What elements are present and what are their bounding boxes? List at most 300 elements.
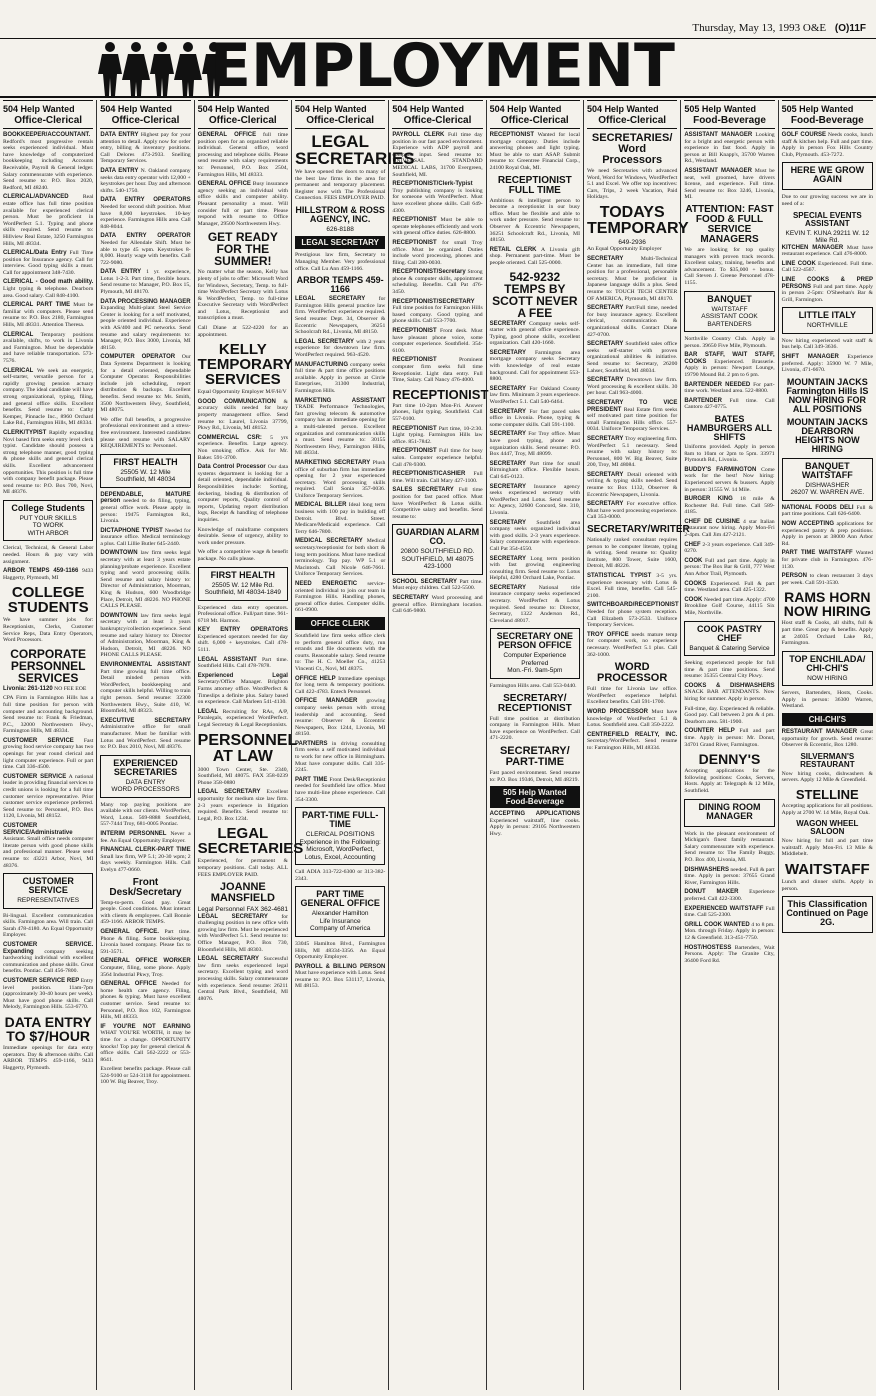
boxed-ad-line: PUT YOUR SKILLS	[19, 514, 77, 522]
ad-lead: CLERICAL - Good math ability.	[3, 279, 94, 286]
ad-body: Strong phone & computer skills, appointment scheduling. Benefits. Call Pat 476-3450.	[392, 269, 483, 296]
classified-ad	[3, 279, 93, 299]
ad-body: 5 yrs experience. Benefits. Large agency. Non smoking office. Ask for Mr. Baker. 591-3700.	[197, 434, 288, 461]
classified-ad	[782, 573, 873, 586]
ad-body: company seeking hardworking individual with excellent communication and phone skills. Great benefits. Pontiac. Call 456-7800.	[3, 948, 94, 975]
ad-body: Highest pay for your attention to detail. Apply now for order entry, billing & inventory positions. Call Delores 473-2933. Snelling Temporary Services.	[100, 132, 191, 165]
classified-ad	[684, 382, 774, 395]
display-ad-heading: CORPORATE PERSONNEL SERVICES	[10, 646, 87, 685]
display-ad-heading: TODAYS TEMPORARY	[587, 203, 689, 237]
ad-lead: STATISTICAL TYPIST	[587, 573, 652, 579]
category-header	[198, 100, 288, 129]
ad-lead: TROY OFFICE	[587, 631, 629, 638]
ad-body: Southfield sales office seeks self-starter with proven organizational abilities & initiative. Send resume to: Secretary, 26200 Lahser, Southfield, MI 48034.	[587, 341, 678, 374]
classified-ad	[3, 823, 93, 869]
classified-ad	[392, 448, 482, 468]
ad-lead: MARKETING ASSISTANT	[295, 397, 386, 404]
classified-ad	[198, 464, 288, 523]
display-ad-heading: RAMS HORN NOW HIRING	[783, 589, 871, 620]
classified-ad	[100, 354, 190, 413]
ad-lead: GENERAL OFFICE	[197, 181, 251, 188]
category-header	[684, 100, 774, 129]
ad-lead: SECRETARY	[587, 256, 624, 263]
ad-body: Entry level position. 11am-7pm (approximately 30-40 hours per week). Must have good phone skills. Call Melody, Farmington Hills. 553-6770.	[3, 978, 94, 1011]
boxed-ad-line: NORTHVILLE	[806, 322, 848, 330]
ad-body: Front desk. Must have pleasant phone voice, some computer experience. Southfield. 354-6100.	[392, 328, 483, 354]
classified-ad	[684, 352, 774, 378]
ad-body: Experience preferred. Call 422-3300.	[684, 889, 775, 902]
ad-body: Full time for Livonia law office. WordPerfect experience helpful. Excellent benefits. Call 591-1700.	[587, 686, 678, 706]
classified-ad	[782, 194, 873, 207]
classified-ad	[295, 633, 385, 673]
ad-body: for Farmington Hills general practice law firm. WordPerfect experience required. Send resume: Dept. 34, Observer & Eccentric Newspapers, 36251 Schoolcraft Rd., Livonia, MI 48150.	[295, 296, 386, 336]
ad-lead: SWITCHBOARD/RECEPTIONIST	[587, 602, 679, 609]
classified-ad	[392, 240, 482, 266]
ad-body: Downtown law firm. Word processing & excellent skills. 30 per hour. Call 963-4000.	[587, 377, 678, 397]
display-ad-heading: BATES HAMBURGERS ALL SHIFTS	[686, 413, 773, 442]
ad-lead: BAR STAFF, WAIT STAFF, COOKS	[684, 352, 775, 365]
ad-lead: PERSON	[781, 573, 807, 580]
boxed-ad-title: COOK PASTRY CHEF	[696, 623, 762, 643]
classified-ad	[392, 426, 482, 446]
category-number: 504 Help Wanted	[587, 104, 659, 114]
classified-ad	[295, 398, 385, 457]
display-ad-heading: DENNY'S	[698, 751, 761, 768]
column-2	[97, 100, 194, 1390]
display-ad-heading: ATTENTION: FAST FOOD & FULL SERVICE MANAGERS	[685, 203, 774, 245]
ad-lead: CLERICAL PART TIME	[3, 302, 71, 309]
column-9	[779, 100, 876, 1390]
classified-ad	[782, 771, 873, 784]
classified-ad	[782, 550, 873, 570]
ad-lead: SECRETARY	[587, 305, 624, 312]
ad-body: Now hiring cooks, dishwashers & servers. Apply 12 Mile & Greenfield.	[781, 770, 873, 784]
ad-body: needs mature temp for computer work, no experience necessary. WordPerfect 5.1 plus. Call 362-1000.	[587, 631, 678, 658]
classified-ad	[198, 956, 288, 1002]
display-ad-heading: 542-9232 TEMPS BY SCOTT NEVER A FEE	[492, 269, 578, 320]
ad-body: WHAT YOU'RE WORTH, it may be time for a change. OPPORTUNITY knocks! Top pay for general clerical & office skills. Call 562-2222 or 553-8641.	[100, 1030, 191, 1063]
ad-body: Ambitious & intelligent person to become a receptionist in our busy office. Must be flexible and able to work under pressure. Send resume to: Observer & Eccentric Newspapers, 36251 Schoolcraft Rd., Livonia, MI 48150.	[489, 197, 580, 244]
classified-ad	[684, 558, 774, 578]
ad-lead: COOK	[684, 557, 703, 564]
ad-body: Busy insurance agency seeking an individual with office skills and computer ability. Pleasant personality a must. Will consider full or part time. Please respond with resume to Office Manager, 29500 Northwestern Hwy.	[197, 181, 288, 227]
display-ad-heading: JOANNE MANSFIELD	[210, 881, 275, 905]
ad-lead: LEGAL SECRETARY	[197, 956, 260, 963]
display-ad-heading: MOUNTAIN JACKS DEARBORN HEIGHTS NOW HIRING	[786, 416, 868, 454]
classified-ad	[587, 377, 677, 397]
classified-ad	[587, 686, 677, 706]
display-ad-heading: WORD PROCESSOR	[597, 661, 668, 685]
display-ad-heading: LEGAL SECRETARIES	[197, 825, 304, 858]
ad-body: Wanted for private club in Farmington. 476-1130.	[781, 550, 873, 570]
ad-lead: SECRETARY	[587, 471, 624, 478]
ad-lead: SECRETARY	[489, 483, 526, 490]
ad-lead: KEY ENTRY OPERATORS	[197, 627, 288, 634]
boxed-ad-line: Life Insurance	[319, 917, 361, 925]
boxed-ad	[295, 886, 385, 937]
classified-ad	[684, 336, 774, 349]
category-name: Office-Clerical	[111, 115, 180, 126]
classified-ad	[490, 431, 580, 457]
ad-body: Immediate openings for long term & temporary positions. Call 422-4783. Entech Personnel.	[295, 675, 386, 695]
category-number: 504 Help Wanted	[295, 104, 367, 114]
reverse-banner: OFFICE CLERK	[295, 617, 385, 630]
ad-body: Wanted for local mortgage company. Duties include answering phones and light typing. Must be able to start ASAP. Submit resume to: Greentree Financial Corp., 24100 Royal Oak, MI.	[489, 132, 580, 171]
classified-ad	[100, 900, 190, 926]
ad-lead: SECRETARY	[489, 385, 526, 392]
classified-ad	[100, 1024, 190, 1064]
ad-body: Word processing and general office. Birmingham location. Call 646-9800.	[392, 594, 483, 615]
classified-ad	[198, 399, 288, 432]
ad-body: Great opportunity for growth. Send resume: Observer & Eccentric, Box 1280.	[781, 728, 873, 749]
boxed-ad-line: Computer Experience Preferred	[503, 652, 567, 667]
ad-body: We have summer jobs for: Receptionists, Clerks, Customer Service Reps, Data Entry Operators, Word Processors.	[3, 617, 94, 644]
display-ad-heading: SPECIAL EVENTS ASSISTANT	[792, 210, 862, 228]
boxed-ad-line: CLERICAL POSITIONS	[305, 831, 375, 839]
boxed-ad-line: WITH ARBOR	[27, 529, 69, 537]
classified-ad	[295, 777, 385, 803]
classified-ad	[490, 132, 580, 172]
ad-body: Work in the pleasant environment of Michigan's finest family restaurant. Salary commensurate with experience. Send resume to: The Family Buggy, P.O. Box 400, Livonia, MI.	[684, 830, 775, 863]
boxed-ad-title: TOP ENCHILADA/ CHI-CHI'S	[789, 653, 866, 673]
classified-ad	[198, 605, 288, 625]
ad-lead: HOST/HOSTESS	[684, 944, 732, 951]
ad-lead: LEGAL SECRETARY	[197, 789, 261, 796]
ad-lead: SECRETARY	[587, 377, 624, 384]
classified-ad	[198, 527, 288, 547]
ad-body: Full time position at distribution company in Farmington Hills. Must have experience on WordPerfect. Call 471-2220.	[489, 715, 580, 742]
ad-body: Bi-lingual. Excellent communication skills. Farmington area. Will train. Call Sarah 478-4180. An Equal Opportunity Employer.	[3, 912, 94, 939]
ad-body: Call Diane at 522-4220 for an appointment.	[197, 325, 288, 338]
classified-ad	[684, 906, 774, 919]
reverse-banner: LEGAL SECRETARY	[295, 236, 385, 249]
ad-body: Clerical, Technical, & General Labor needed. Hours & pay vary with assignment.	[3, 545, 94, 565]
ad-body: 1 yr. experience, Lotus 1-2-3. Part time, flexible hours. Send resume to: Manager, P.O. Box 15, Plymouth, MI 48170.	[100, 269, 191, 296]
ad-lead: SHIFT MANAGER	[781, 354, 839, 360]
ad-lead: EXPERIENCED WAITSTAFF	[684, 905, 764, 912]
ad-lead: LEGAL SECRETARY	[295, 338, 354, 345]
ad-body: We have opened the doors to many of the best law firms in the area for permanent and temporary placement. Register now with The Professional Connection. FEES EMPLOYER PAID.	[295, 169, 386, 202]
classified-ad	[198, 132, 288, 178]
ad-body: Seeking experienced people for full time & part time positions. Send resume: 35355 Central City Pkwy.	[684, 660, 775, 680]
column-4	[292, 100, 415, 1390]
ad-body: Looking for a bright and energetic person with experience in fast food. Apply in person at Bill Knapp's, 35700 Warren Rd., Westland.	[684, 132, 775, 165]
display-ad-heading: STELLINE	[795, 786, 859, 802]
ad-body: Full and part time. Apply in person: The Box Bar & Grill, 777 West Ann Arbor Trail, Plymouth.	[684, 557, 775, 578]
classified-ad	[100, 417, 190, 450]
ad-body: Must have restaurant experience. Call 476-8000.	[781, 244, 873, 258]
ad-body: Temp-to-perm. Good pay. Great people. Good conditions. Must interact with clients & employees. Call Bonnie 459-1166. ARBOR TEMPS.	[100, 899, 191, 926]
classified-ad	[100, 613, 190, 659]
boxed-ad-line: NOW HIRING	[807, 674, 848, 682]
classified-ad	[3, 738, 93, 771]
ad-body: For part-time work. Westland area. 522-8800.	[684, 381, 775, 395]
ad-body: Secretary/Office Manager. Brighton Farms attorney office. WordPerfect & Timeslips a definite plus. Salary based on experience. Call Marleen 541-4130.	[197, 679, 288, 706]
ad-body: Front Desk/Receptionist needed for Southfield law office. Must have multi-line phone experience. Call 354-3300.	[295, 776, 386, 803]
ad-body: TRADE Performance Technologies, fast growing telecom & automotive company has an immediate opening for a multi-talented person. Excellent organization and communication skills a must. Send resume to: 30155 Northwestern Hwy, Farmington Hills, MI 48334.	[295, 404, 386, 457]
category-name: Office-Clerical	[500, 115, 569, 126]
ad-body: for small Troy office. Must be organized. Duties include word processing, phones and filing. Call 280-0030.	[392, 239, 483, 266]
boxed-ad-line: Mon.-Fri. 9am-5pm	[507, 667, 563, 675]
classified-ad	[490, 683, 580, 690]
category-header	[3, 100, 93, 129]
page-title: EMPLOYMENT	[210, 31, 675, 101]
classified-ad	[295, 581, 385, 614]
classified-ad	[684, 542, 774, 555]
classified-ad	[587, 305, 677, 338]
ad-body: 9433 Haggerty, Plymouth, MI	[3, 568, 94, 581]
ad-body: law firm seeks legal secretary with at least 3 years estate planning/probate experience. Excellent typing and word processing skills. Send resume and salary history to: Director of Administration, Moorman, King & Hudson, 600 Woodbridge Place, Detroit, MI 48226. NO PHONE CALLS PLEASE.	[100, 550, 191, 610]
boxed-ad	[100, 755, 190, 798]
classified-ad	[198, 549, 288, 562]
classified-ad	[100, 197, 190, 230]
ad-body: Must have experience with Lotus. Send resume to: P.O. Box 531117, Livonia, MI 48153.	[295, 970, 386, 990]
ad-lead: SECRETARY	[489, 519, 526, 526]
ad-lead: PARTNERS	[295, 740, 328, 747]
masthead	[0, 0, 876, 104]
display-ad-heading: HILLSTROM & ROSS AGENCY, INC.	[295, 204, 385, 224]
classified-ad	[782, 277, 873, 303]
classified-ad	[684, 660, 774, 680]
classified-ad	[587, 573, 677, 599]
ad-body: Our data systems department is looking for a detail oriented, dependable individual. Responsibilities include: Sorting, deckering, binding & distribution of computer reports, Quality control of reports, Updating report distribution logs, Receipt & handling of telephone inquiries.	[197, 464, 288, 523]
classified-ad	[587, 256, 677, 302]
ad-subline: KEVIN T. KUNA 29211 W. 12 Mile Rd.	[785, 229, 870, 245]
ad-body: N. Oakland company seeks data entry operator with 12,000 + keystrokes per hour. Day and afternoon shifts. 540-1750.	[100, 167, 191, 194]
classified-ad	[295, 869, 385, 882]
boxed-ad	[198, 567, 288, 601]
classified-ad	[100, 662, 190, 715]
column-1	[0, 100, 97, 1390]
classified-ad	[100, 550, 190, 609]
ad-lead: SECRETARY	[489, 460, 526, 467]
classified-ad	[684, 398, 774, 411]
boxed-ad-line: TO WORK	[32, 522, 64, 530]
ad-body: Part time. Southfield Hills. Call 478-7878.	[197, 656, 288, 670]
ad-subline: 649-2936	[618, 238, 646, 246]
classified-ad	[3, 302, 93, 328]
column-6	[487, 100, 584, 1390]
ad-lead: RECEPTIONIST	[392, 448, 437, 455]
ad-body: Ideal long term business with 100 pay in building off Detroit. Blvd. Street. Medicare/Medicaid experience. Call Terry 646-7800.	[295, 502, 386, 535]
classified-ad	[782, 690, 873, 710]
ad-body: Computer, filing, some phone. Apply 3564 Industrial Pkwy, Troy.	[100, 964, 191, 978]
masthead-rule-bottom	[0, 96, 876, 98]
ad-body: Redford's most progressive rentals seeks experienced individual. Must have knowledge of computerized bookkeeping including Accounts Receivable, Payroll & General ledger. Salary commensurate with experience. Send resume to: P.O. Box 2020, Redford, MI 48240.	[3, 138, 94, 191]
ad-lead: CUSTOMER SERVICE. Expanding	[3, 942, 94, 955]
ad-lead: GOLF COURSE	[781, 132, 827, 138]
ad-lead: DATA ENTRY	[100, 269, 142, 276]
boxed-ad-title: BANQUET	[707, 293, 752, 304]
display-ad-heading: RECEPTIONIST	[392, 386, 489, 402]
ad-lead: PAYROLL & BILLING PERSON	[295, 963, 386, 970]
ad-body: Multi-Technical Center has an immediate, full time position for a professional, personable secretary. Must be proficient in Japanese language skills a plus. Send resume to: TOUCH TECH CENTER OF AMERICA, Plymouth, MI 48170.	[587, 256, 678, 302]
ad-lead: COOK	[684, 596, 703, 603]
ad-body: Now hiring experienced wait staff & bus help. Call 349-3636.	[781, 337, 873, 351]
ad-lead: GENERAL OFFICE	[197, 132, 257, 138]
ad-body: Full time position for Farmington Hills based company. Good typing and phone skills. Call 553-7700.	[392, 305, 483, 325]
ad-body: Must be able to operate telephones efficiently and work with general office duties. 626-8800.	[392, 217, 483, 237]
ad-body: Part time growing full time office. Detail minded person with WordPerfect, bookkeeping and computer skills helpful. Willing to train right person. Send resume: 32300 Northwestern Hwy., Suite 410, W. Bloomfield, MI 48323.	[100, 668, 191, 715]
classified-ad	[295, 460, 385, 500]
classified-ad	[392, 328, 482, 354]
ad-lead: MEDICAL BILLER	[295, 502, 347, 509]
ad-subline: Legal Personnel FAX 362-4681	[197, 906, 288, 914]
ad-lead: DOWNTOWN	[100, 550, 138, 557]
ad-body: For executive office. Must have word processing experience. Call 353-0000.	[587, 501, 678, 521]
ad-lead: KITCHEN MANAGER	[781, 244, 844, 251]
ad-body: Excellent benefits package. Please call 524-9100 or 524-3118 for appointment. 100 W. Big Beaver, Troy.	[100, 1066, 191, 1086]
ad-lead: DONUT MAKER	[684, 889, 739, 896]
ad-body: SNACK BAR ATTENDANTS. Now hiring for summer. Apply in person.	[684, 689, 775, 703]
classified-ad	[684, 581, 774, 594]
ad-body: Part time. Phone & filing. Some bookkeeping. Livonia based company. Please fax to 591-3571.	[100, 929, 191, 955]
classified-ad	[3, 430, 93, 496]
ad-lead: DOWNTOWN	[100, 612, 138, 619]
ad-body: Assistant. Small office needs computer literate person with good phone skills and professional manner. Please send resume to: 43221 Arbor, Novi, MI 48376.	[3, 836, 94, 869]
ad-body: Prominent computer firm seeks full time Receptionist. Light data entry. Full Time, Salary. Call Nancy 476-4000.	[392, 357, 483, 384]
display-ad-heading: SECRETARY/WRITER	[587, 524, 690, 536]
boxed-ad	[295, 807, 385, 865]
boxed-ad-line: Experience in the Following:	[299, 838, 381, 846]
ad-lead: RECEPTIONIST	[392, 357, 437, 364]
ad-body: Must have knowledge of WordPerfect 5.1 & Lotus. Southfield area. Call 350-2222.	[587, 708, 678, 729]
classified-ad	[295, 362, 385, 395]
ad-body: For Oakland County law firm. Minimum 3 years experience. WordPerfect 5.1. Call 540-6464.	[489, 385, 580, 406]
classified-ad	[782, 354, 873, 374]
boxed-ad	[782, 307, 873, 334]
ad-lead: ASSISTANT MANAGER	[684, 167, 752, 174]
ad-lead: SECRETARY	[489, 555, 526, 562]
classified-ad	[295, 252, 385, 272]
ad-body: Northville Country Club. Apply in person. 39650 Five Mile, Plymouth.	[684, 336, 775, 349]
boxed-ad-title: GUARDIAN ALARM CO.	[395, 527, 480, 547]
classified-ad	[3, 132, 93, 191]
classified-ad	[587, 632, 677, 658]
classified-ad	[198, 435, 288, 461]
ad-body: Equal Opportunity Employer M/F/H/V	[197, 389, 287, 396]
classified-ad	[392, 269, 482, 295]
ad-lead: DATA ENTRY OPERATORS	[100, 197, 191, 204]
boxed-ad-title: BANQUET WAITSTAFF	[801, 460, 853, 480]
classified-ad	[198, 627, 288, 653]
ad-body: Now hiring for full and part time waitstaff. Apply Mon-Fri. 13 Mile & Middlebelt.	[781, 838, 873, 858]
ad-lead: OFFICE MANAGER	[295, 698, 358, 705]
ad-body: 2-3 years experience. Call 349-0270.	[684, 541, 775, 555]
boxed-ad-line: DATA ENTRY	[125, 778, 166, 786]
classified-ad	[490, 386, 580, 406]
classified-ad	[3, 568, 93, 581]
display-ad-heading: SECRETARIES/ Word Processors	[591, 132, 673, 166]
ad-body: Small law firm, WP 5.1; 20-30 wpm; 2 days weekly. Farmington Hills. Call Evelyn 477-0660.	[100, 853, 191, 874]
boxed-ad-title: PART-TIME FULL-TIME	[302, 810, 379, 830]
ad-lead: DICTAPHONE TYPIST	[100, 527, 163, 534]
boxed-ad-line: DISHWASHER	[805, 481, 850, 489]
boxed-ad-title: PART TIME GENERAL OFFICE	[300, 889, 380, 909]
ad-lead: DATA ENTRY OPERATOR	[100, 233, 191, 240]
classified-ad	[100, 1066, 190, 1086]
reverse-banner: CHI-CHI'S	[782, 713, 873, 726]
ad-body: Farmington Hills area. Call 553-0440.	[489, 682, 577, 689]
display-ad-heading: WAGON WHEEL SALOON	[796, 819, 859, 837]
ad-body: Southfield area company seeks organized individual with good skills. 2-3 years experience. Salary commensurate with experience. Call Pat 354-4550.	[489, 519, 580, 552]
ad-subline: 626-8188	[326, 225, 354, 233]
ad-body: Needed for second shift position. Must have 8,000 keystrokes. 10-key experience. Farmington Hills area. Call 848-8044.	[100, 203, 191, 230]
boxed-ad-title: DINING ROOM MANAGER	[698, 801, 761, 821]
ad-lead: ACCEPTING APPLICATIONS	[489, 811, 580, 818]
ad-lead: NOW ACCEPTING	[781, 520, 835, 527]
boxed-ad-line: WORD PROCESSORS	[111, 786, 180, 794]
ad-body: service-oriented individual to join our team in Farmington Hills. Handling phones, general office duties. Computer skills. 661-0900.	[295, 581, 386, 614]
boxed-ad-title: LITTLE ITALY	[798, 310, 857, 321]
ad-lead: LEGAL SECRETARY	[197, 913, 268, 920]
ad-body: Full time. Will train. Call Mary 427-1100.	[392, 471, 483, 484]
boxed-ad-line: 25505 W. 12 Mile	[120, 468, 171, 476]
ad-lead: SECRETARY	[587, 501, 624, 508]
ad-body: Full and part time. Apply in person 2-5pm: O'Sheehan's Bar & Grill, Farmington.	[781, 283, 873, 303]
ad-body: Long term position with fast growing engineering consulting firm. Send resume to: Lotus Helpful, 4280 Orchard Lake, Pontiac.	[489, 555, 580, 582]
classified-ad	[392, 471, 482, 484]
ad-lead: PART TIME	[295, 776, 328, 783]
ad-lead: RECEPTIONIST/SECRETARY	[392, 298, 475, 305]
ad-lead: MEDICAL SECRETARY	[295, 538, 363, 545]
ad-body: for challenging position in new office with growing law firm. Must be experienced with WordPerfect 5.1. Send resume to: Office Manager, P.O. Box 730, Bloomfield Hills, MI 48303.	[197, 913, 288, 953]
ad-body: 33045 Hamilton Blvd., Farmington Hills, MI 48334-3356. An Equal Opportunity Employer.	[295, 940, 386, 961]
boxed-ad	[684, 291, 774, 333]
ad-body: A Livonia gift shop. Permanent part-time. Must be people oriented. Call 525-0000.	[489, 246, 580, 266]
ad-body: Needed for Allendale Shift. Must be able to type 45 wpm. Keystrokes 8-8,000. Hourly wage with benefits. Call 722-9080.	[100, 239, 191, 266]
classified-ad	[100, 981, 190, 1021]
ad-body: Full time. Call Cantoro 427-0775.	[684, 397, 775, 411]
classified-ad	[587, 602, 677, 628]
boxed-ad-title: EXPERIENCED SECRETARIES	[113, 757, 178, 777]
classified-ad	[490, 321, 580, 347]
ad-body: Experienced. Full & part time. Westland area. Call 425-1322.	[684, 580, 775, 594]
boxed-ad-line: Microsoft, WordPerfect, Lotus, Excel, Accounting	[304, 846, 376, 861]
ad-lead: COUNTER HELP	[684, 728, 735, 735]
ad-lead: SECRETARY	[489, 408, 526, 415]
classified-ad	[490, 247, 580, 267]
category-header	[587, 100, 677, 129]
boxed-ad-title: College Students	[11, 502, 85, 513]
ad-body: applications for experienced pantry & prep positions. Apply in person at 38000 Ann Arbor Rd.	[781, 520, 873, 547]
classified-ad	[684, 132, 774, 165]
column-5	[389, 100, 489, 1390]
classified-ad	[198, 858, 288, 878]
display-ad-heading: SILVERMAN'S RESTAURANT	[800, 751, 855, 769]
boxed-ad	[684, 799, 774, 827]
boxed-ad	[782, 458, 873, 501]
ad-lead: BUDDY'S FARMINGTON	[684, 466, 757, 473]
classified-ad	[295, 964, 385, 990]
ad-lead: SECRETARY	[489, 349, 526, 356]
classified-ad	[587, 341, 677, 374]
ad-lead: WORD PROCESSOR	[587, 708, 649, 715]
ad-lead: RECEPTIONIST	[392, 239, 437, 246]
ad-lead: ARBOR TEMPS 459-1166	[3, 568, 79, 575]
classified-ad	[684, 247, 774, 287]
classified-ad	[100, 299, 190, 352]
ad-body: Full time position for fast paced office. Must have WordPerfect & Lotus skills. Competitive salary and benefits. Send resume to:	[392, 487, 483, 520]
ad-lead: SECRETARY	[587, 435, 624, 442]
classified-ad	[198, 325, 288, 338]
ad-lead: RECEPTIONIST	[392, 217, 437, 224]
classified-ad	[198, 914, 288, 954]
boxed-ad	[3, 500, 93, 542]
ad-lead: EXECUTIVE SECRETARY	[100, 717, 191, 724]
ad-lead: CLERICAL	[3, 331, 34, 338]
classified-ad	[490, 461, 580, 481]
